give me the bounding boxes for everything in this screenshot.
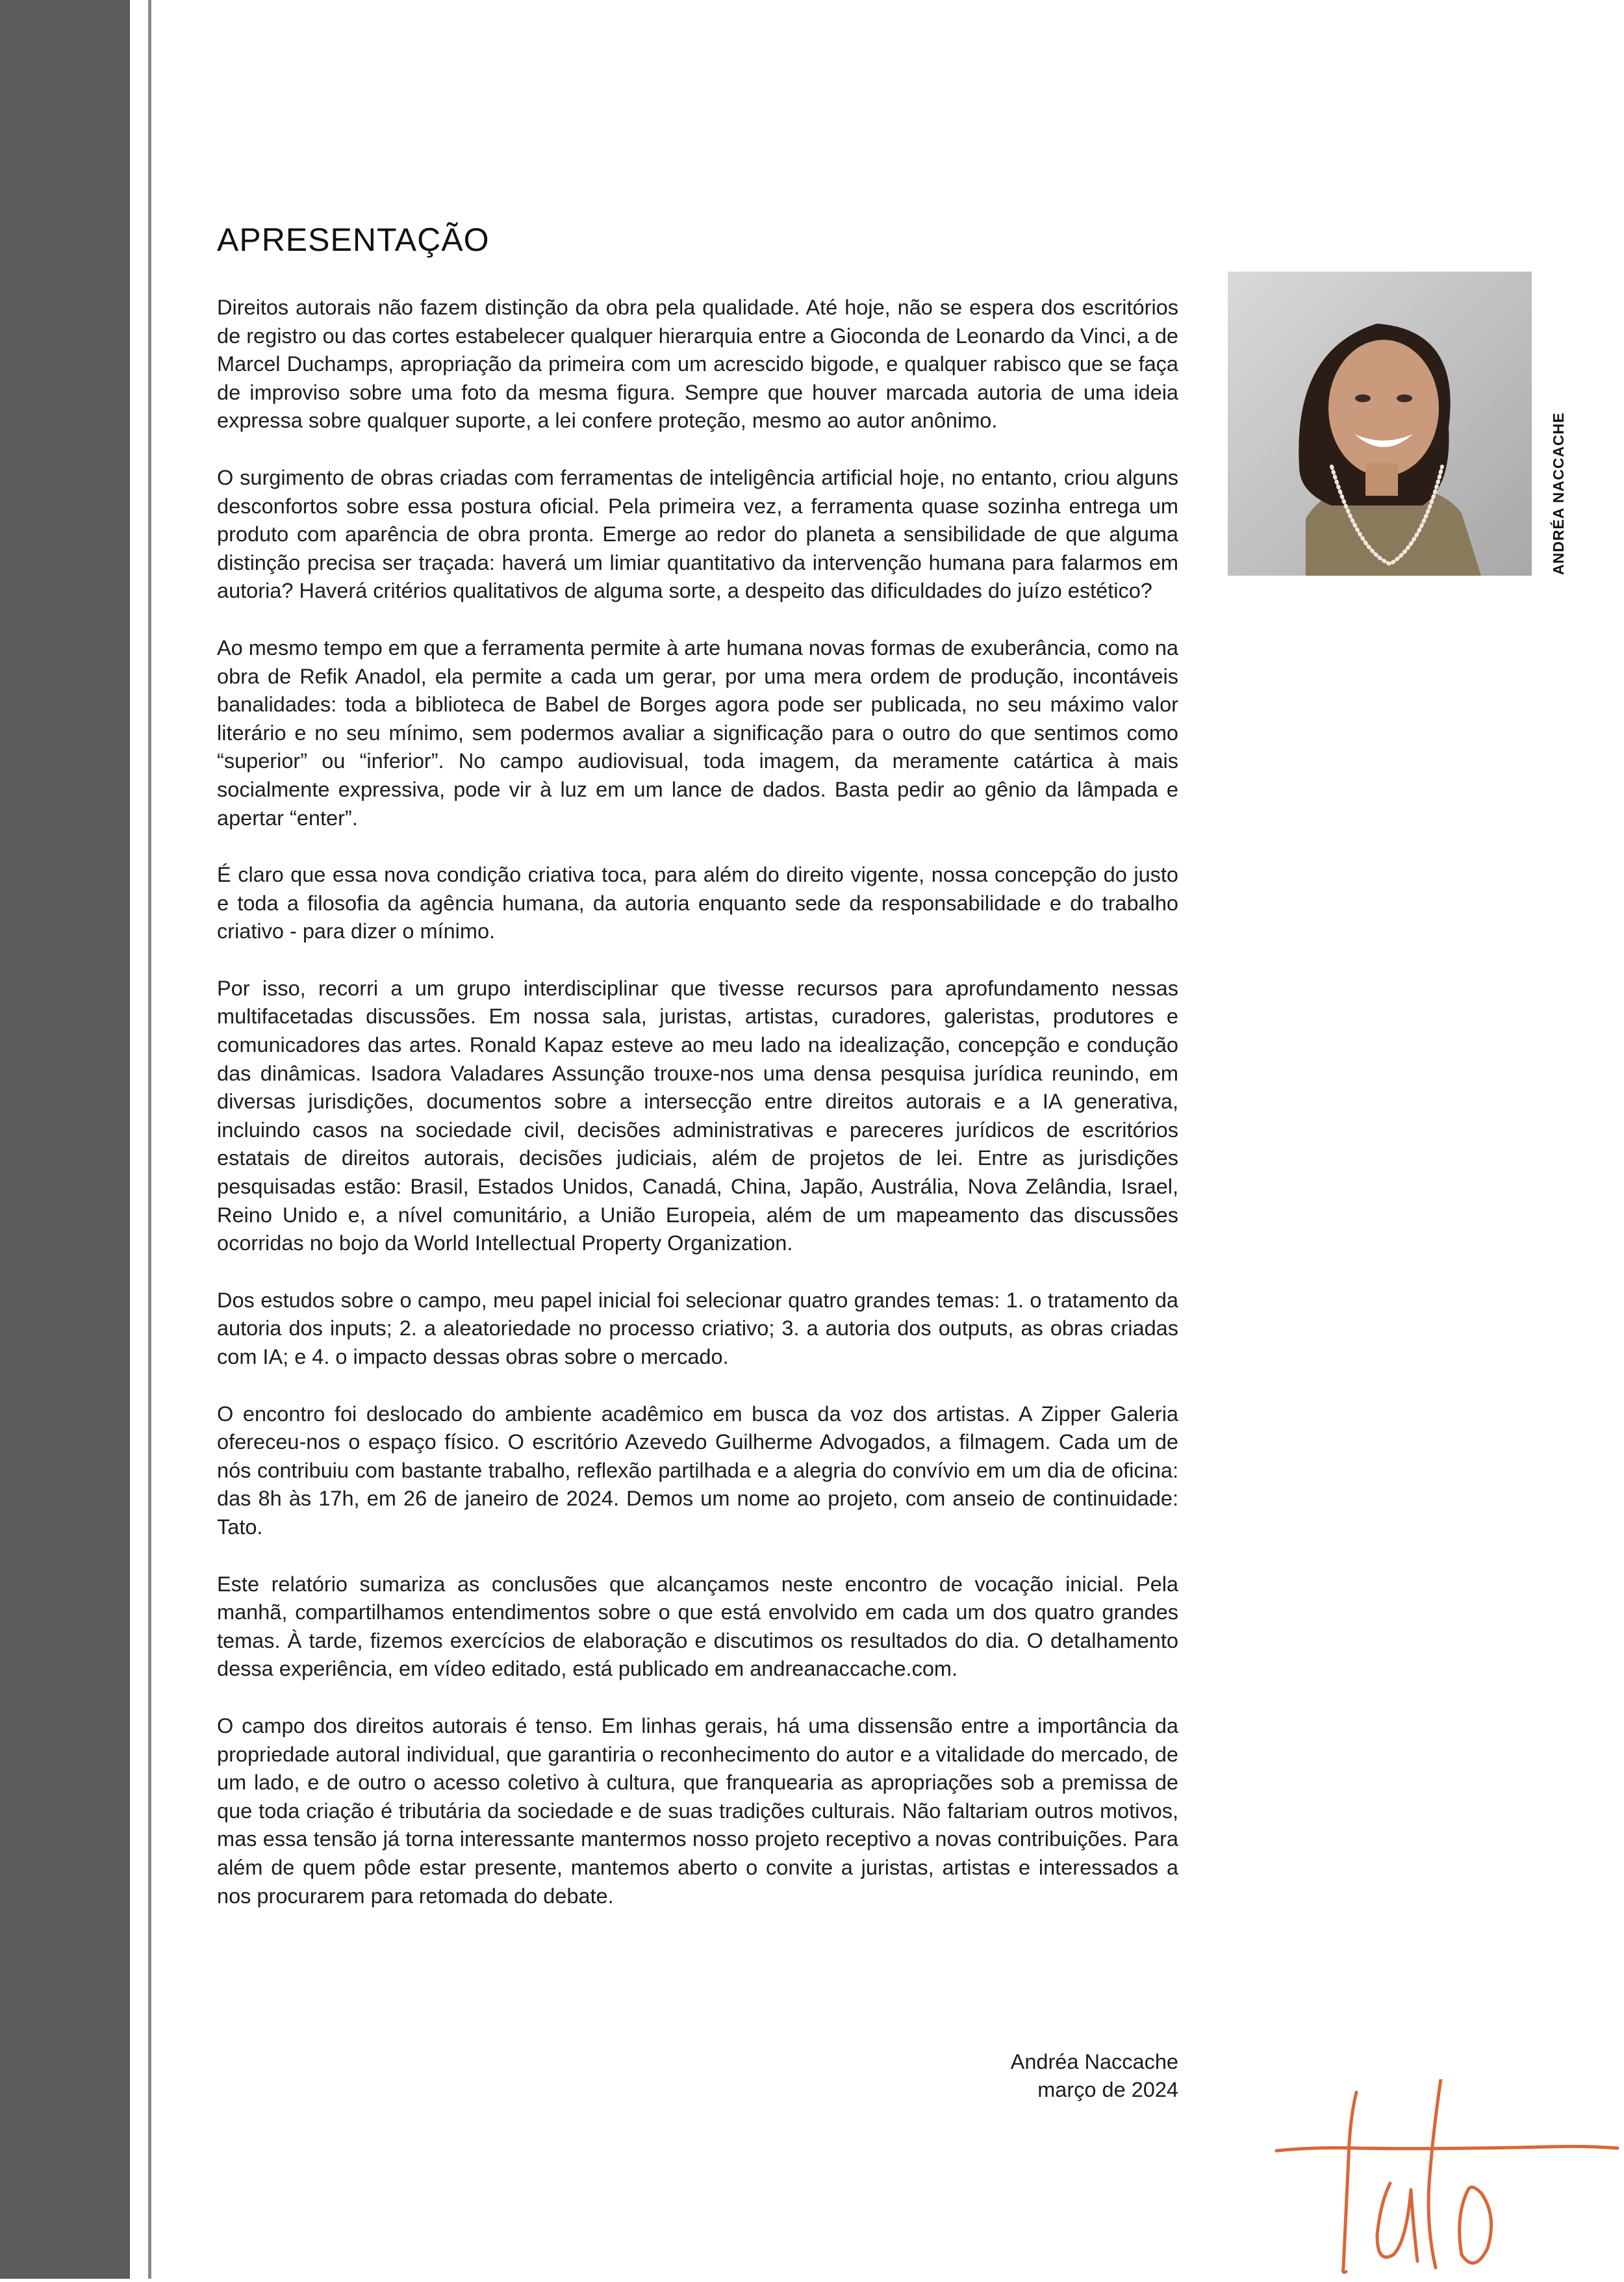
paragraph: Por isso, recorri a um grupo interdisciplinar que tivesse recursos para aprofundamento nessas multifacetadas discussões. Em nossa sala, juristas, artistas, curadores, galeristas, produtores e comunicadores das artes. Ronald Kapaz esteve ao meu lado na idealização, concepção e condução das dinâmicas. Isadora Valadares Assunção trouxe-nos uma densa pesquisa jurídica reunindo, em diversas jurisdições, documentos sobre a intersecção entre direitos autorais e a IA generativa, incluindo casos na sociedade civil, decisões administrativas e pareceres jurídicos de escritórios estatais de direitos autorais, decisões judiciais, além de projetos de lei. Entre as jurisdições pesquisadas estão: Brasil, Estados Unidos, Canadá, China, Japão, Austrália, Nova Zelândia, Israel, Reino Unido e, a nível comunitário, a União Europeia, além de um mapeamento das discussões ocorridas no bojo da World Intellectual Property Organization. <box>217 976 1178 1255</box>
portrait-illustration <box>1228 272 1532 576</box>
paragraph: Direitos autorais não fazem distinção da obra pela qualidade. Até hoje, não se espera dos escritórios de registro ou das cortes estabelecer qualquer hierarquia entre a Gioconda de Leonardo da Vinci, a de Marcel Duchamps, apropriação da primeira com um acrescido bigode, e qualquer rabisco que se faça de improviso sobre uma foto da mesma figura. Sempre que houver marcada autoria de uma ideia expressa sobre qualquer suporte, a lei confere proteção, mesmo ao autor anônimo. <box>217 296 1178 433</box>
paragraph: É claro que essa nova condição criativa toca, para além do direito vigente, nossa concepção do justo e toda a filosofia da agência humana, da autoria enquanto sede da responsabilidade e do trabalho criativo - para dizer o mínimo. <box>217 863 1178 943</box>
page-title: APRESENTAÇÃO <box>217 222 490 258</box>
tato-logo <box>1273 2079 1624 2279</box>
paragraph: O encontro foi deslocado do ambiente acadêmico em busca da voz dos artistas. A Zipper Galeria ofereceu-nos o espaço físico. O escritório Azevedo Guilherme Advogados, a filmagem. Cada um de nós contribuiu com bastante trabalho, reflexão partilhada e a alegria do convívio em um dia de oficina: das 8h às 17h, em 26 de janeiro de 2024. Demos um nome ao projeto, com anseio de continuidade: Tato. <box>217 1402 1178 1539</box>
signature-date: março de 2024 <box>1037 2078 1178 2101</box>
signature-name: Andréa Naccache <box>1010 2050 1178 2073</box>
author-photo <box>1228 272 1532 576</box>
signature-block <box>1011 2048 1178 2104</box>
article-body <box>217 294 1178 1939</box>
paragraph: Dos estudos sobre o campo, meu papel inicial foi selecionar quatro grandes temas: 1. o tratamento da autoria dos inputs; 2. a aleatoriedade no processo criativo; 3. a autoria dos outputs, as obras criadas com IA; e 4. o impacto dessas obras sobre o mercado. <box>217 1288 1178 1368</box>
paragraph: Ao mesmo tempo em que a ferramenta permite à arte humana novas formas de exuberância, como na obra de Refik Anadol, ela permite a cada um gerar, por uma mera ordem de produção, incontáveis banalidades: toda a biblioteca de Babel de Borges agora pode ser publicada, no seu máximo valor literário e no seu mínimo, sem podermos avaliar a significação para o outro do que sentimos como “superior” ou “inferior”. No campo audiovisual, toda imagem, da meramente catártica à mais socialmente expressiva, pode vir à luz em um lance de dados. Basta pedir ao gênio da lâmpada e apertar “enter”. <box>217 635 1178 830</box>
paragraph: O surgimento de obras criadas com ferramentas de inteligência artificial hoje, no entanto, criou alguns desconfortos sobre essa postura oficial. Pela primeira vez, a ferramenta quase sozinha entrega um produto com aparência de obra pronta. Emerge ao redor do planeta a sensibilidade de que alguma distinção precisa ser traçada: haverá um limiar quantitativo da intervenção humana para falarmos em autoria? Haverá critérios qualitativos de alguma sorte, a despeito das dificuldades do juízo estético? <box>217 465 1178 603</box>
sidebar-divider <box>148 0 151 2279</box>
paragraph: Este relatório sumariza as conclusões que alcançamos neste encontro de vocação inicial. Pela manhã, compartilhamos entendimentos sobre o que está envolvido em cada um dos quatro grandes temas. À tarde, fizemos exercícios de elaboração e discutimos os resultados do dia. O detalhamento dessa experiência, em vídeo editado, está publicado em andreanaccache.com. <box>217 1572 1178 1681</box>
photo-caption: ANDRÉA NACCACHE <box>1550 412 1567 575</box>
sidebar-band <box>0 0 130 2279</box>
tato-logo-mark <box>1273 2079 1624 2279</box>
paragraph: O campo dos direitos autorais é tenso. Em linhas gerais, há uma dissensão entre a importância da propriedade autoral individual, que garantiria o reconhecimento do autor e a vitalidade do mercado, de um lado, e de outro o acesso coletivo à cultura, que franquearia as apropriações sob a premissa de que toda criação é tributária da sociedade e de suas tradições culturais. Não faltariam outros motivos, mas essa tensão já torna interessante mantermos nosso projeto receptivo a novas contribuições. Para além de quem pôde estar presente, mantemos aberto o convite a juristas, artistas e interessados a nos procurarem para retomada do debate. <box>217 1713 1178 1908</box>
